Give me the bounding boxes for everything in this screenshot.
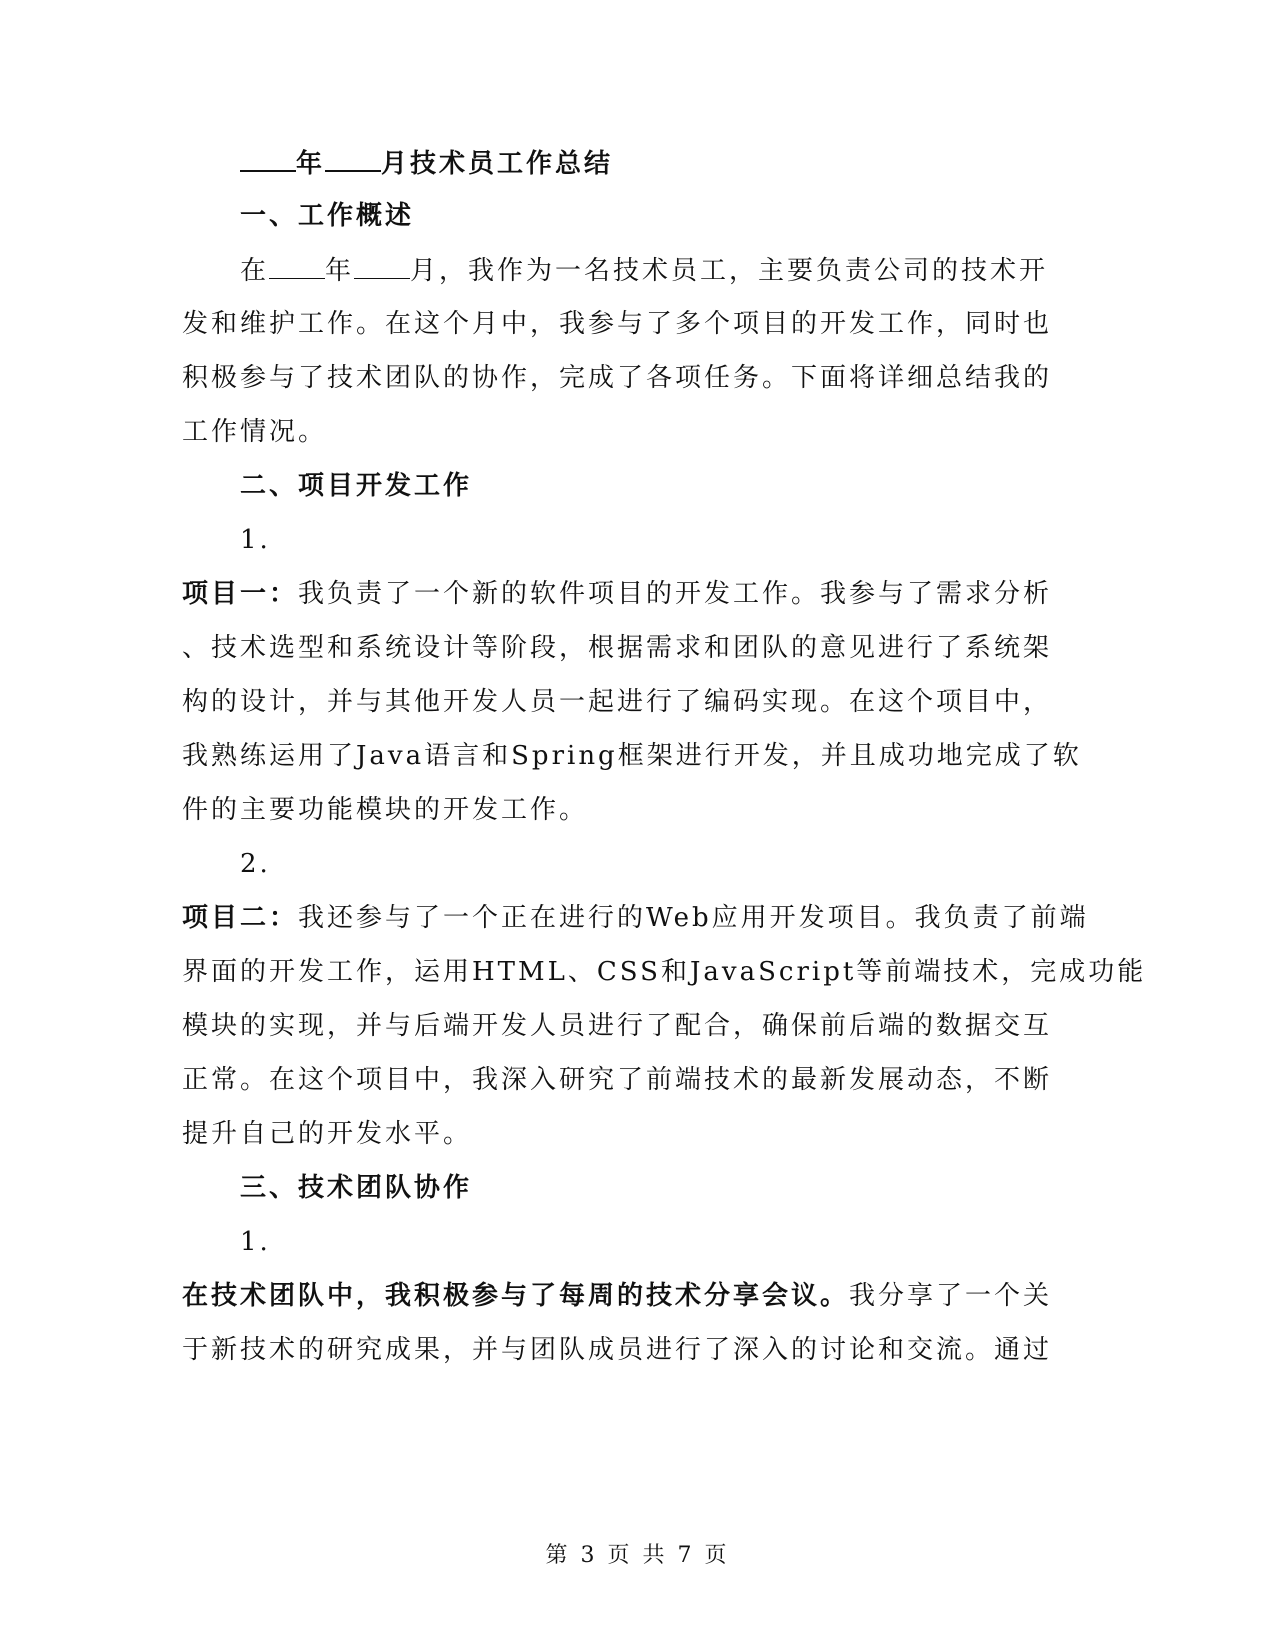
project-1-line-5: 件的主要功能模块的开发工作。 [182, 795, 589, 825]
title-year-label: 年 [296, 149, 326, 179]
title-year-blank [240, 146, 296, 172]
section-2-number-1: 1. [240, 525, 271, 555]
s1-year-blank [269, 254, 325, 279]
project-2-line-3: 模块的实现，并与后端开发人员进行了配合，确保前后端的数据交互 [182, 1011, 1053, 1041]
title-month-label: 月技术员工作总结 [381, 149, 614, 179]
project-2-line-1 [182, 902, 1089, 934]
project-2-line-4: 正常。在这个项目中，我深入研究了前端技术的最新发展动态，不断 [182, 1065, 1053, 1095]
project-1-line-1 [182, 578, 1053, 610]
section-2-number-2: 2. [240, 849, 271, 879]
page-footer: 第 3 页 共 7 页 [545, 1543, 730, 1568]
team-item-1-rest: 我分享了一个关 [849, 1281, 1053, 1311]
section-3-heading: 三、技术团队协作 [240, 1173, 473, 1203]
s1-month-blank [354, 254, 410, 279]
project-1-line-2: 、技术选型和系统设计等阶段，根据需求和团队的意见进行了系统架 [182, 633, 1053, 663]
project-1-text-1: 我负责了一个新的软件项目的开发工作。我参与了需求分析 [298, 579, 1053, 609]
s1-prefix: 在 [240, 256, 270, 286]
section-1-line-4: 工作情况。 [182, 417, 328, 447]
team-item-1-line-1 [182, 1280, 1053, 1312]
s1-year-label: 年 [325, 256, 355, 286]
project-2-text-1: 我还参与了一个正在进行的Web应用开发项目。我负责了前端 [298, 903, 1089, 933]
project-1-line-3: 构的设计，并与其他开发人员一起进行了编码实现。在这个项目中， [182, 687, 1053, 717]
section-1-line-1 [240, 254, 1090, 287]
section-1-line-3: 积极参与了技术团队的协作，完成了各项任务。下面将详细总结我的 [182, 363, 1053, 393]
title-month-blank [325, 146, 381, 172]
document-title [240, 146, 1090, 180]
s1-line1-rest: 月，我作为一名技术员工，主要负责公司的技术开 [410, 256, 1049, 286]
section-1-line-2: 发和维护工作。在这个月中，我参与了多个项目的开发工作，同时也 [182, 309, 1053, 339]
team-item-1-bold: 在技术团队中，我积极参与了每周的技术分享会议。 [182, 1281, 850, 1311]
project-2-line-2: 界面的开发工作，运用HTML、CSS和JavaScript等前端技术，完成功能 [182, 957, 1147, 987]
section-2-heading: 二、项目开发工作 [240, 471, 473, 501]
project-2-line-5: 提升自己的开发水平。 [182, 1119, 473, 1149]
team-item-1-line-2: 于新技术的研究成果，并与团队成员进行了深入的讨论和交流。通过 [182, 1335, 1053, 1365]
project-1-label: 项目一： [182, 579, 299, 609]
project-2-label: 项目二： [182, 903, 299, 933]
project-1-line-4: 我熟练运用了Java语言和Spring框架进行开发，并且成功地完成了软 [182, 741, 1082, 771]
section-1-heading: 一、工作概述 [240, 201, 415, 231]
section-3-number-1: 1. [240, 1227, 271, 1257]
